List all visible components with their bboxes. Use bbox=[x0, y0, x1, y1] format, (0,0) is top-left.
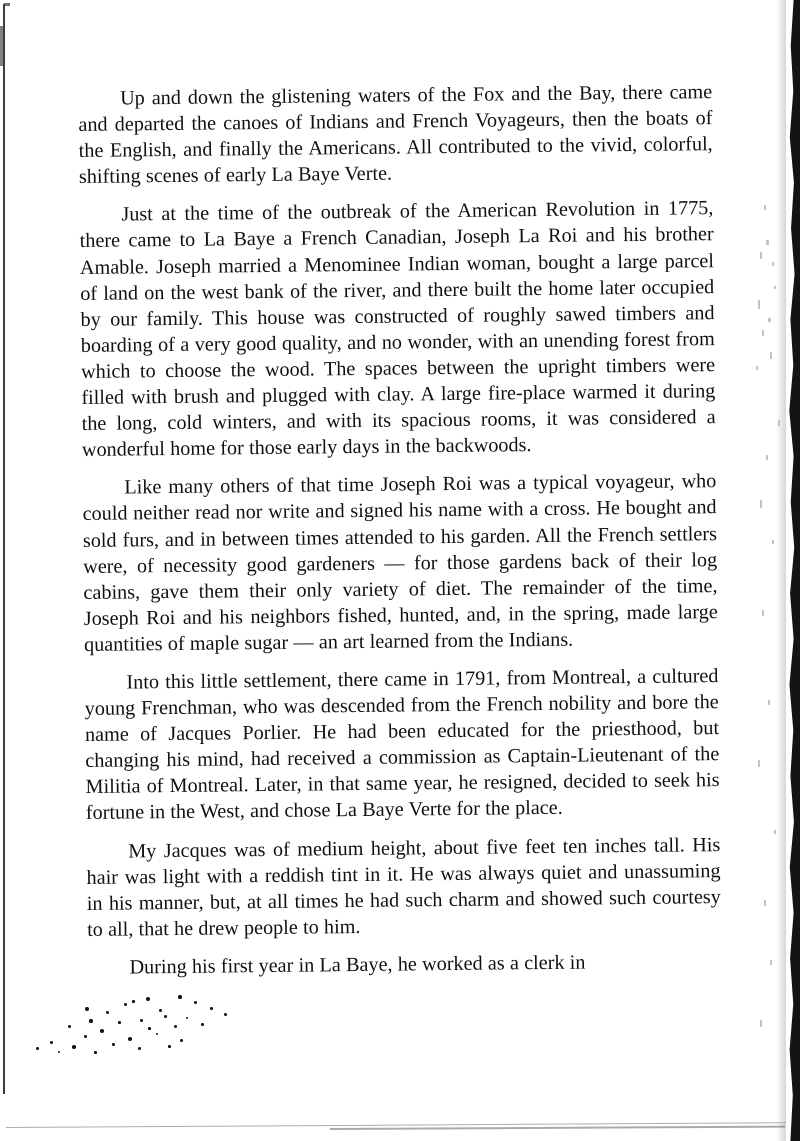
scan-speck bbox=[772, 262, 774, 266]
scan-speck bbox=[772, 540, 774, 544]
scan-speck bbox=[770, 960, 772, 965]
page-edge-right-shadow bbox=[784, 0, 800, 1141]
scan-speck bbox=[760, 252, 762, 259]
scan-speck bbox=[758, 760, 760, 767]
paragraph: Just at the time of the outbreak of the American Revolution in 1775, there came to La Baye a French Canadian, Joseph La Roi and his brother Amable. Joseph married a Menominee Indian woman, bought a large parcel of land on the west bank of the river, and there built the home later occupied by our family. This house was constructed of roughly sawed timbers and boarding of a very good quality, and no wonder, with an unending forest from which to choose the wood. The spaces between the upright timbers were filled with brush and plugged with clay. A large fire-place warmed it during the long, cold winters, and with its spacious rooms, it was considered a wonderful home for those early days in the backwoods. bbox=[79, 197, 716, 462]
scan-speck bbox=[762, 610, 764, 616]
scan-speck bbox=[778, 420, 780, 426]
page-edge-left-shadow bbox=[3, 4, 5, 1094]
page-edge-bottom-line-secondary bbox=[330, 1126, 785, 1130]
scan-speck bbox=[762, 330, 764, 336]
ink-spatter-artifact bbox=[28, 995, 258, 1067]
paragraph: My Jacques was of medium height, about five feet ten inches tall. His hair was light with a reddish tint in it. He was always quiet and unassuming in his manner, but, at all times he had such charm and showed such courtesy to all, that he drew people to him. bbox=[86, 833, 721, 941]
page-edge-left-shadow-secondary bbox=[0, 26, 3, 66]
scan-speck bbox=[758, 300, 760, 309]
scan-speck bbox=[756, 366, 758, 370]
scan-speck bbox=[774, 830, 776, 834]
page-edge-right-gradient bbox=[776, 0, 786, 1141]
paragraph: During his first year in La Baye, he worked as a clerk in bbox=[129, 951, 586, 979]
scan-speck bbox=[770, 352, 772, 359]
scan-speck bbox=[768, 318, 771, 322]
scan-speck bbox=[768, 700, 770, 705]
scan-speck bbox=[760, 1020, 762, 1027]
scan-speck bbox=[764, 205, 766, 210]
scan-speck bbox=[760, 500, 762, 508]
scan-speck bbox=[774, 286, 776, 289]
scan-speck bbox=[766, 455, 768, 460]
paragraph: Up and down the glistening waters of the Fox and the Bay, there came and departed the canoes of Indians and French Voyageurs, then the boats of the English, and finally the Americans. All contributed to the vivid, colorful, shifting scenes of early La Baye Verte. bbox=[78, 81, 713, 189]
scan-speck bbox=[764, 900, 766, 906]
paragraph: Like many others of that time Joseph Roi was a typical voyageur, who could neither read nor write and signed his name with a cross. He bought and sold furs, and in between times attended to his garden. All the French settlers were, of necessity good gardeners — for those gardens back of their log cabins, gave them their only variety of diet. The remainder of the time, Joseph Roi and his neighbors fished, hunted, and, in the spring, made large quantities of maple sugar — an art learned from the Indians. bbox=[82, 470, 718, 656]
page-text-column bbox=[78, 79, 722, 981]
scan-speck bbox=[766, 240, 769, 245]
paragraph: Into this little settlement, there came in 1791, from Montreal, a cultured young Frenchman, who was descended from the French nobility and bore the name of Jacques Porlier. He had been educated for the priesthood, but changing his mind, had received a commission as Captain-Lieutenant of the Militia of Montreal. Later, in that same year, he resigned, decided to seek his fortune in the West, and chose La Baye Verte for the place. bbox=[84, 665, 720, 825]
